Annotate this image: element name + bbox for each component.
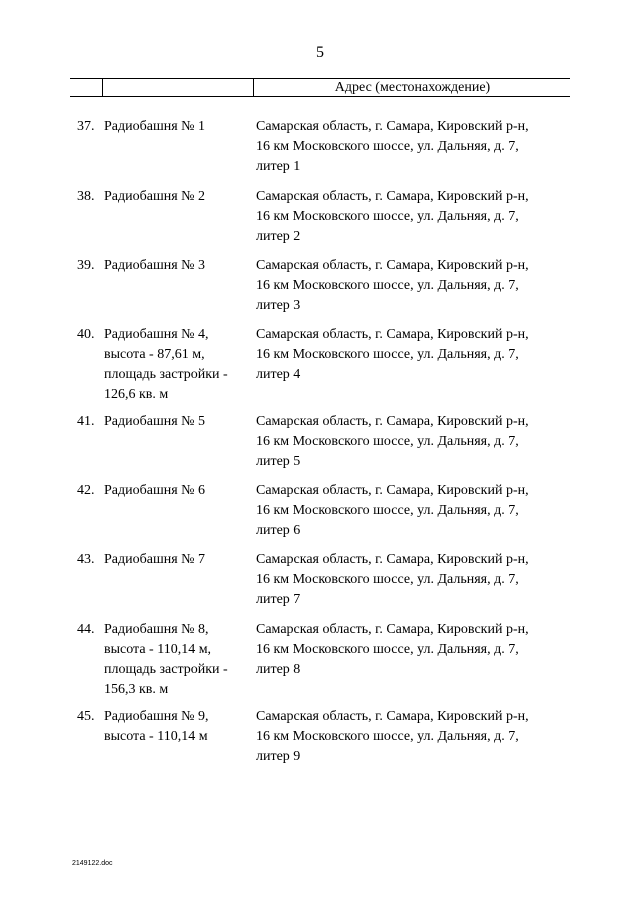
item-address-line: литер 6	[256, 523, 301, 538]
item-address-line: Самарская область, г. Самара, Кировский р-н,	[256, 552, 529, 567]
item-name	[104, 187, 254, 207]
column-divider	[102, 78, 103, 97]
item-number: 45.	[77, 709, 95, 724]
item-address-line: Самарская область, г. Самара, Кировский р-н,	[256, 709, 529, 724]
page-number: 5	[316, 44, 324, 61]
item-address-line: 16 км Московского шоссе, ул. Дальняя, д. 7,	[256, 503, 519, 518]
item-name-line: высота - 110,14 м,	[104, 642, 212, 657]
item-name-line: Радиобашня № 7	[104, 552, 206, 567]
item-address	[256, 117, 576, 177]
item-name	[104, 256, 254, 276]
item-address-line: литер 5	[256, 454, 301, 469]
item-address	[256, 481, 576, 541]
item-address-line: 16 км Московского шоссе, ул. Дальняя, д. 7,	[256, 434, 519, 449]
item-name-line: Радиобашня № 1	[104, 119, 206, 134]
item-address	[256, 707, 576, 767]
item-address-line: 16 км Московского шоссе, ул. Дальняя, д. 7,	[256, 209, 519, 224]
item-address-line: литер 7	[256, 592, 301, 607]
item-name-line: Радиобашня № 3	[104, 258, 206, 273]
item-address-line: Самарская область, г. Самара, Кировский р-н,	[256, 189, 529, 204]
item-address-line: 16 км Московского шоссе, ул. Дальняя, д. 7,	[256, 642, 519, 657]
item-address-line: Самарская область, г. Самара, Кировский р-н,	[256, 327, 529, 342]
item-address-line: 16 км Московского шоссе, ул. Дальняя, д. 7,	[256, 572, 519, 587]
item-name-line: Радиобашня № 9,	[104, 709, 209, 724]
item-name-line: 156,3 кв. м	[104, 682, 169, 697]
item-address-line: Самарская область, г. Самара, Кировский р-н,	[256, 414, 529, 429]
table-header	[70, 78, 570, 97]
item-address-line: Самарская область, г. Самара, Кировский р-н,	[256, 622, 529, 637]
item-address-line: 16 км Московского шоссе, ул. Дальняя, д. 7,	[256, 278, 519, 293]
footer-filename: 2149122.doc	[72, 860, 113, 867]
item-number: 41.	[77, 414, 95, 429]
item-address-line: Самарская область, г. Самара, Кировский р-н,	[256, 119, 529, 134]
item-address-line: Самарская область, г. Самара, Кировский р-н,	[256, 258, 529, 273]
item-name-line: площадь застройки -	[104, 367, 228, 382]
address-column-header: Адрес (местонахождение)	[334, 80, 491, 95]
item-address	[256, 256, 576, 316]
item-name	[104, 620, 254, 700]
item-number: 38.	[77, 189, 95, 204]
item-name	[104, 550, 254, 570]
item-address	[256, 620, 576, 680]
item-number: 42.	[77, 483, 95, 498]
item-address-line: 16 км Московского шоссе, ул. Дальняя, д. 7,	[256, 139, 519, 154]
item-address	[256, 325, 576, 385]
item-name-line: Радиобашня № 6	[104, 483, 206, 498]
item-address-line: 16 км Московского шоссе, ул. Дальняя, д. 7,	[256, 729, 519, 744]
item-name-line: Радиобашня № 2	[104, 189, 206, 204]
item-address-line: литер 8	[256, 662, 301, 677]
item-number: 44.	[77, 622, 95, 637]
item-address	[256, 412, 576, 472]
item-name-line: высота - 87,61 м,	[104, 347, 205, 362]
item-address-line: литер 1	[256, 159, 301, 174]
item-name	[104, 412, 254, 432]
item-name-line: 126,6 кв. м	[104, 387, 169, 402]
item-address	[256, 550, 576, 610]
item-number: 43.	[77, 552, 95, 567]
item-name-line: Радиобашня № 5	[104, 414, 206, 429]
item-name-line: высота - 110,14 м	[104, 729, 208, 744]
item-name	[104, 117, 254, 137]
item-number: 40.	[77, 327, 95, 342]
item-address-line: 16 км Московского шоссе, ул. Дальняя, д. 7,	[256, 347, 519, 362]
item-name-line: Радиобашня № 8,	[104, 622, 209, 637]
item-address	[256, 187, 576, 247]
item-name	[104, 707, 254, 747]
item-address-line: Самарская область, г. Самара, Кировский р-н,	[256, 483, 529, 498]
item-number: 39.	[77, 258, 95, 273]
item-name-line: площадь застройки -	[104, 662, 228, 677]
column-divider	[253, 78, 254, 97]
item-number: 37.	[77, 119, 95, 134]
item-name	[104, 325, 254, 405]
item-name	[104, 481, 254, 501]
item-address-line: литер 4	[256, 367, 301, 382]
item-address-line: литер 3	[256, 298, 301, 313]
item-address-line: литер 2	[256, 229, 301, 244]
item-address-line: литер 9	[256, 749, 301, 764]
item-name-line: Радиобашня № 4,	[104, 327, 209, 342]
